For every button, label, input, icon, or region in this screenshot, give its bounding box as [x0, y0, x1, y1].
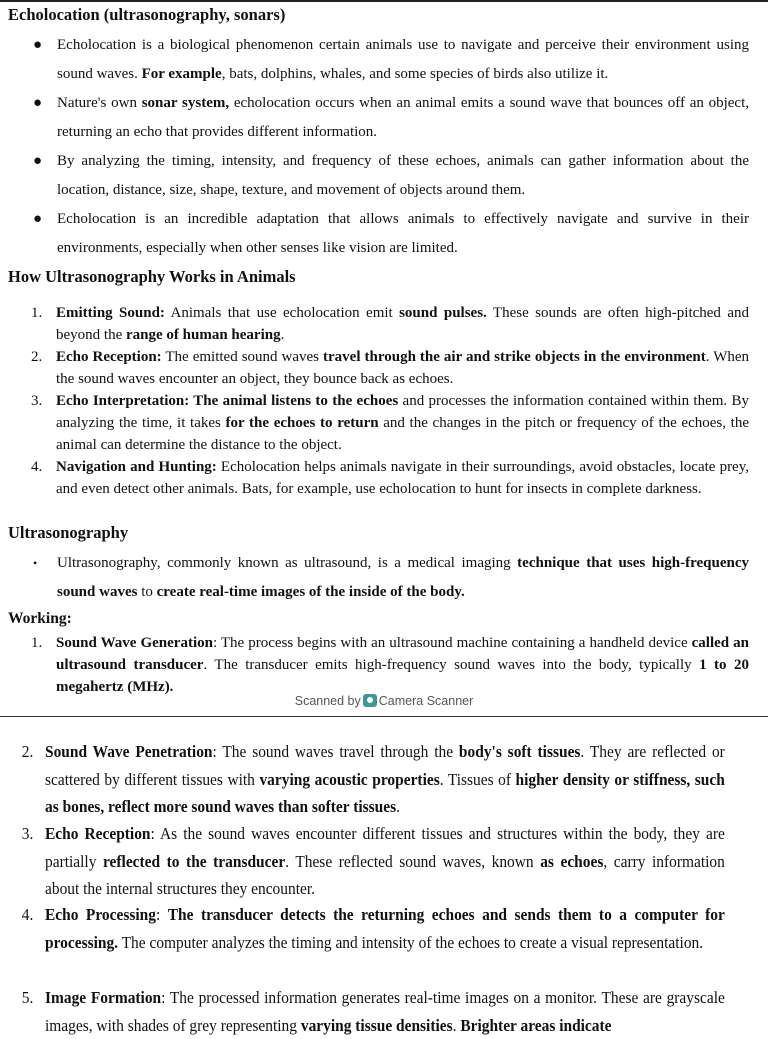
text-run: Ultrasonography, commonly known as ultrasound, is a medical imaging	[57, 555, 518, 571]
list-item	[31, 390, 749, 456]
text-run: . When the sound waves encounter an object, they bounce back as echoes.	[56, 349, 750, 387]
bold-text-run: varying tissue densities	[300, 1015, 453, 1035]
text-run: .	[452, 1015, 461, 1035]
text-run: . Tissues of	[439, 769, 516, 789]
scanned-page-2	[0, 717, 768, 1035]
list-item-text	[56, 305, 749, 343]
bold-text-run: for the echoes to return	[225, 415, 379, 431]
text-run: By analyzing the timing, intensity, and frequency of these echoes, animals can gather information about the location, distance, size, shape, texture, and movement of objects around them.	[57, 153, 749, 198]
list-item-text	[56, 635, 749, 695]
bold-text-run: 1 to 20 megahertz (MHz).	[56, 657, 749, 695]
list-item	[21, 984, 725, 1039]
list-item-text	[56, 349, 749, 387]
bold-text-run: Sound Wave Generation	[56, 635, 213, 651]
bullet-dot-icon: ●	[33, 153, 43, 169]
text-run: and processes the information contained within them. By analyzing the time, it takes	[56, 393, 749, 431]
bullet-dot-icon: ●	[33, 37, 43, 53]
bold-text-run: Brighter areas indicate	[460, 1015, 612, 1035]
text-run: : As the sound waves encounter different tissues and structures within the body, they are partially	[45, 824, 725, 871]
bullet-text	[57, 211, 749, 256]
bold-text-run: Image Formation	[45, 988, 162, 1007]
bold-text-run: Emitting Sound:	[56, 305, 165, 321]
bold-text-run: Echo Processing	[45, 905, 156, 924]
section-heading-ultrasonography: Ultrasonography	[8, 523, 129, 542]
text-run: to	[137, 584, 157, 600]
bold-text-run: reflected to the transducer	[102, 851, 286, 871]
list-item-text	[56, 393, 749, 453]
section-heading-working: Working:	[8, 610, 72, 627]
bold-text-run: create real-time images of the inside of the body.	[156, 584, 465, 600]
list-item-text	[45, 901, 725, 956]
bold-text-run: Navigation and Hunting:	[56, 459, 217, 475]
list-item	[31, 346, 750, 390]
bold-text-run: body's soft tissues	[458, 742, 581, 761]
bold-text-run: sound pulses.	[399, 305, 487, 321]
bullet-item	[33, 549, 749, 607]
section-heading-how-ultrasonography-works: How Ultrasonography Works in Animals	[8, 267, 296, 286]
bullet-item	[33, 147, 749, 205]
bold-text-run: Sound Wave Penetration	[45, 742, 213, 761]
list-number: 2.	[21, 742, 34, 761]
list-number: 5.	[21, 988, 34, 1007]
bullet-text	[57, 153, 749, 198]
bold-text-run: called an ultrasound transducer	[56, 635, 749, 673]
list-item	[31, 456, 749, 500]
bold-text-run: Echo Reception	[45, 824, 151, 843]
list-number: 2.	[31, 349, 43, 365]
text-run: .	[280, 327, 285, 343]
text-run: Echolocation helps animals navigate in their surroundings, avoid obstacles, locate prey, and even detect other animals. Bats, for example, use echolocation to hunt for insects in complete darkness.	[56, 459, 749, 497]
scanner-app-name: Camera Scanner	[378, 694, 474, 708]
text-run: Animals that use echolocation emit	[164, 305, 400, 321]
top-rule	[0, 0, 768, 2]
bullet-dot-icon: •	[33, 556, 38, 570]
list-item-text	[45, 738, 725, 821]
bullet-dot-icon: ●	[33, 95, 43, 111]
text-run: The computer analyzes the timing and intensity of the echoes to create a visual representation.	[118, 932, 704, 952]
bold-text-run: The transducer detects the returning echoes and sends them to a computer for processing.	[45, 905, 725, 952]
bullet-text	[57, 37, 749, 82]
text-run: The emitted sound waves	[161, 349, 324, 365]
list-item	[31, 302, 749, 346]
text-run: Echolocation is a biological phenomenon certain animals use to navigate and perceive their environment using sound waves.	[57, 37, 749, 82]
bold-text-run: For example	[141, 66, 222, 82]
camera-icon	[363, 694, 377, 707]
list-number: 3.	[21, 824, 34, 843]
text-run: . They are reflected or scattered by different tissues with	[45, 742, 725, 789]
scanned-by-label: Scanned by	[294, 694, 361, 708]
list-item-text	[45, 984, 725, 1039]
bullet-item	[33, 89, 750, 147]
text-run: Echolocation is an incredible adaptation that allows animals to effectively navigate and survive in their environments, especially when other senses like vision are limited.	[57, 211, 749, 256]
text-run: echolocation occurs when an animal emits a sound wave that bounces off an object, returning an echo that provides different information.	[57, 95, 750, 140]
list-number: 4.	[21, 905, 34, 924]
bold-text-run: as echoes	[540, 851, 604, 871]
list-item	[21, 901, 725, 956]
list-item-text	[45, 820, 725, 903]
scanner-watermark	[0, 694, 768, 708]
list-item-text	[56, 459, 749, 497]
bold-text-run: Echo Reception:	[56, 349, 162, 365]
text-run: and the changes in the pitch or frequency of the echoes, the animal can determine the distance to the object.	[56, 415, 749, 453]
text-run: : The sound waves travel through the	[212, 742, 459, 761]
bold-text-run: Echo Interpretation: The animal listens to the echoes	[56, 393, 399, 409]
bold-text-run: range of human hearing	[125, 327, 281, 343]
bullet-item	[33, 205, 749, 263]
text-run: . The transducer emits high-frequency sound waves into the body, typically	[203, 657, 700, 673]
list-item	[21, 820, 725, 903]
text-run: These sounds are often high-pitched and beyond the	[56, 305, 749, 343]
text-run: . These reflected sound waves, known	[285, 851, 541, 871]
bold-text-run: sonar system,	[141, 95, 230, 111]
text-run: .	[396, 797, 400, 816]
text-run: :	[155, 905, 168, 924]
list-number: 1.	[31, 305, 43, 321]
section-heading-echolocation: Echolocation (ultrasonography, sonars)	[8, 5, 286, 24]
bullet-item	[33, 31, 749, 89]
bold-text-run: technique that uses high-frequency sound waves	[57, 555, 749, 600]
list-number: 1.	[31, 635, 43, 651]
bold-text-run: travel through the air and strike objects in the environment	[323, 349, 706, 365]
list-number: 4.	[31, 459, 43, 475]
bold-text-run: higher density or stiffness, such as bones, reflect more sound waves than softer tissues	[45, 769, 725, 816]
bullet-dot-icon: ●	[33, 211, 43, 227]
bullet-text	[57, 555, 749, 600]
text-run: , carry information about the internal structures they encounter.	[45, 851, 725, 898]
text-run: Nature's own	[57, 95, 142, 111]
list-item	[21, 738, 725, 821]
text-run: : The process begins with an ultrasound machine containing a handheld device	[212, 635, 692, 651]
text-run: : The processed information generates real-time images on a monitor. These are grayscale images, with shades of grey representing	[45, 988, 725, 1035]
list-number: 3.	[31, 393, 43, 409]
text-run: , bats, dolphins, whales, and some species of birds also utilize it.	[221, 66, 609, 82]
bold-text-run: varying acoustic properties	[259, 769, 440, 789]
bullet-text	[57, 95, 749, 140]
list-item	[31, 632, 749, 698]
